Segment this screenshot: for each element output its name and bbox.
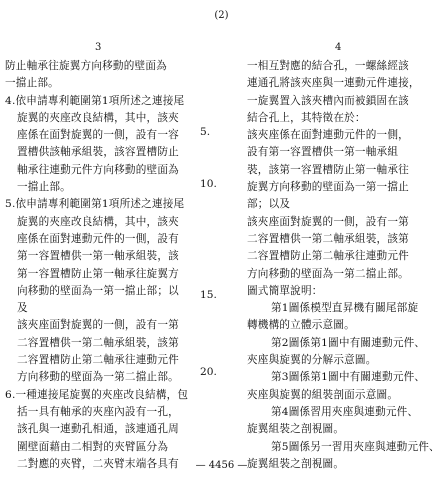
text-line: 夾座與旋翼的分解示意圖。 (247, 354, 377, 367)
column-number-right: 4 (335, 42, 342, 53)
text-line: 一擋止部。 (17, 181, 71, 194)
text-line: 旋翼組裝之剖視圖。 (247, 457, 345, 470)
text-line: 第3圖係第1圖中有關連動元件、 (271, 371, 426, 384)
text-line: 旋翼組裝之剖視圖。 (247, 423, 345, 436)
text-line: 4.依申請專利範圍第1項所述之連接尾 (5, 94, 185, 107)
text-line: 置槽供該軸承組裝，該容置槽防止 (17, 146, 179, 159)
text-line: 一相互對應的結合孔，一螺絲經該 (247, 60, 409, 72)
text-line: 一旋翼置入該夾槽內而被鎖固在該 (247, 94, 409, 107)
left-column-text (5, 58, 217, 473)
text-line: 防止軸承往旋翼方向移動的壁面為 (5, 60, 167, 72)
text-line: 5.依申請專利範圍第1項所述之連接尾 (5, 198, 185, 211)
text-line: 二對應的夾臂，二夾臂末端各具有 (17, 457, 179, 470)
text-line: 括一具有軸承的夾座內設有一孔， (17, 405, 179, 418)
text-line: 部；以及 (247, 198, 291, 211)
text-line: 該夾座面對旋翼的一側，設有一第 (17, 319, 179, 332)
text-line: 第一容置槽供一第一軸承組裝，該 (17, 250, 179, 263)
text-line: 夾座與旋翼的組裝剖面示意圖。 (247, 388, 399, 401)
text-line: 二容置槽防止第二軸承往連動元件 (17, 354, 179, 367)
text-line: 第2圖係第1圖中有關連動元件、 (271, 336, 426, 349)
text-line: 該夾座面對旋翼的一側，設有一第 (247, 215, 409, 228)
text-line: 二容置槽供一第二軸承組裝，該第 (17, 336, 179, 349)
text-line: 該夾座係在面對連動元件的一側， (247, 129, 409, 142)
right-column-text (247, 58, 439, 473)
text-line: 第一容置槽防止第一軸承往旋翼方 (17, 267, 179, 280)
text-line: 方向移動的壁面為一第二擋止部。 (247, 267, 409, 280)
text-line: 二容置槽供一第二軸承組裝，該第 (247, 232, 409, 245)
text-line: 6.一種連接尾旋翼的夾座改良結構，包 (5, 388, 189, 401)
text-line: 裝，該第一容置槽防止第一軸承往 (247, 163, 409, 176)
text-line: 方向移動的壁面為一第二擋止部。 (17, 371, 179, 384)
text-line: 旋翼的夾座改良結構，其中，該夾 (17, 215, 179, 228)
column-number-left: 3 (95, 42, 102, 53)
text-line: 該孔與一連動孔相通，該連通孔周 (17, 423, 179, 436)
text-line: 向移動的壁面為一第一擋止部；以 (17, 284, 179, 297)
text-line: 結合孔上，其特徵在於： (247, 111, 366, 124)
text-line: 座係在面對連動元件的一側，設有 (17, 232, 179, 245)
line-number: 15. (200, 289, 217, 301)
page-label: (2) (214, 10, 229, 21)
text-line: 二容置槽防止第二軸承往連動元件 (247, 250, 409, 263)
text-line: 連通孔將該夾座與一連動元件連接， (247, 77, 420, 90)
line-number: 20. (200, 366, 217, 378)
text-line: 第5圖係另一習用夾座與連動元件、 (271, 440, 440, 453)
text-line: 軸承往連動元件方向移動的壁面為 (17, 163, 179, 176)
text-line: 一擋止部。 (5, 77, 59, 90)
text-line: 轉機構的立體示意圖。 (247, 319, 355, 332)
text-line: 設有第一容置槽供一第一軸承組 (247, 146, 399, 159)
line-number: 5. (200, 126, 211, 138)
text-line: 圍壁面藉由二相對的夾臂區分為 (17, 440, 169, 453)
text-line: 旋翼方向移動的壁面為一第一擋止 (247, 181, 409, 194)
text-line: 座係在面對旋翼的一側，設有一容 (17, 129, 179, 142)
text-line: 第4圖係習用夾座與連動元件、 (271, 405, 419, 418)
text-line: 旋翼的夾座改良結構，其中，該夾 (17, 111, 179, 124)
page-footer: — 4456 — (195, 460, 248, 471)
line-number: 10. (200, 178, 217, 190)
text-line: 第1圖係模型直昇機有關尾部旋 (271, 302, 419, 315)
text-line: 及 (17, 302, 28, 315)
text-line: 圖式簡單說明： (247, 284, 323, 297)
